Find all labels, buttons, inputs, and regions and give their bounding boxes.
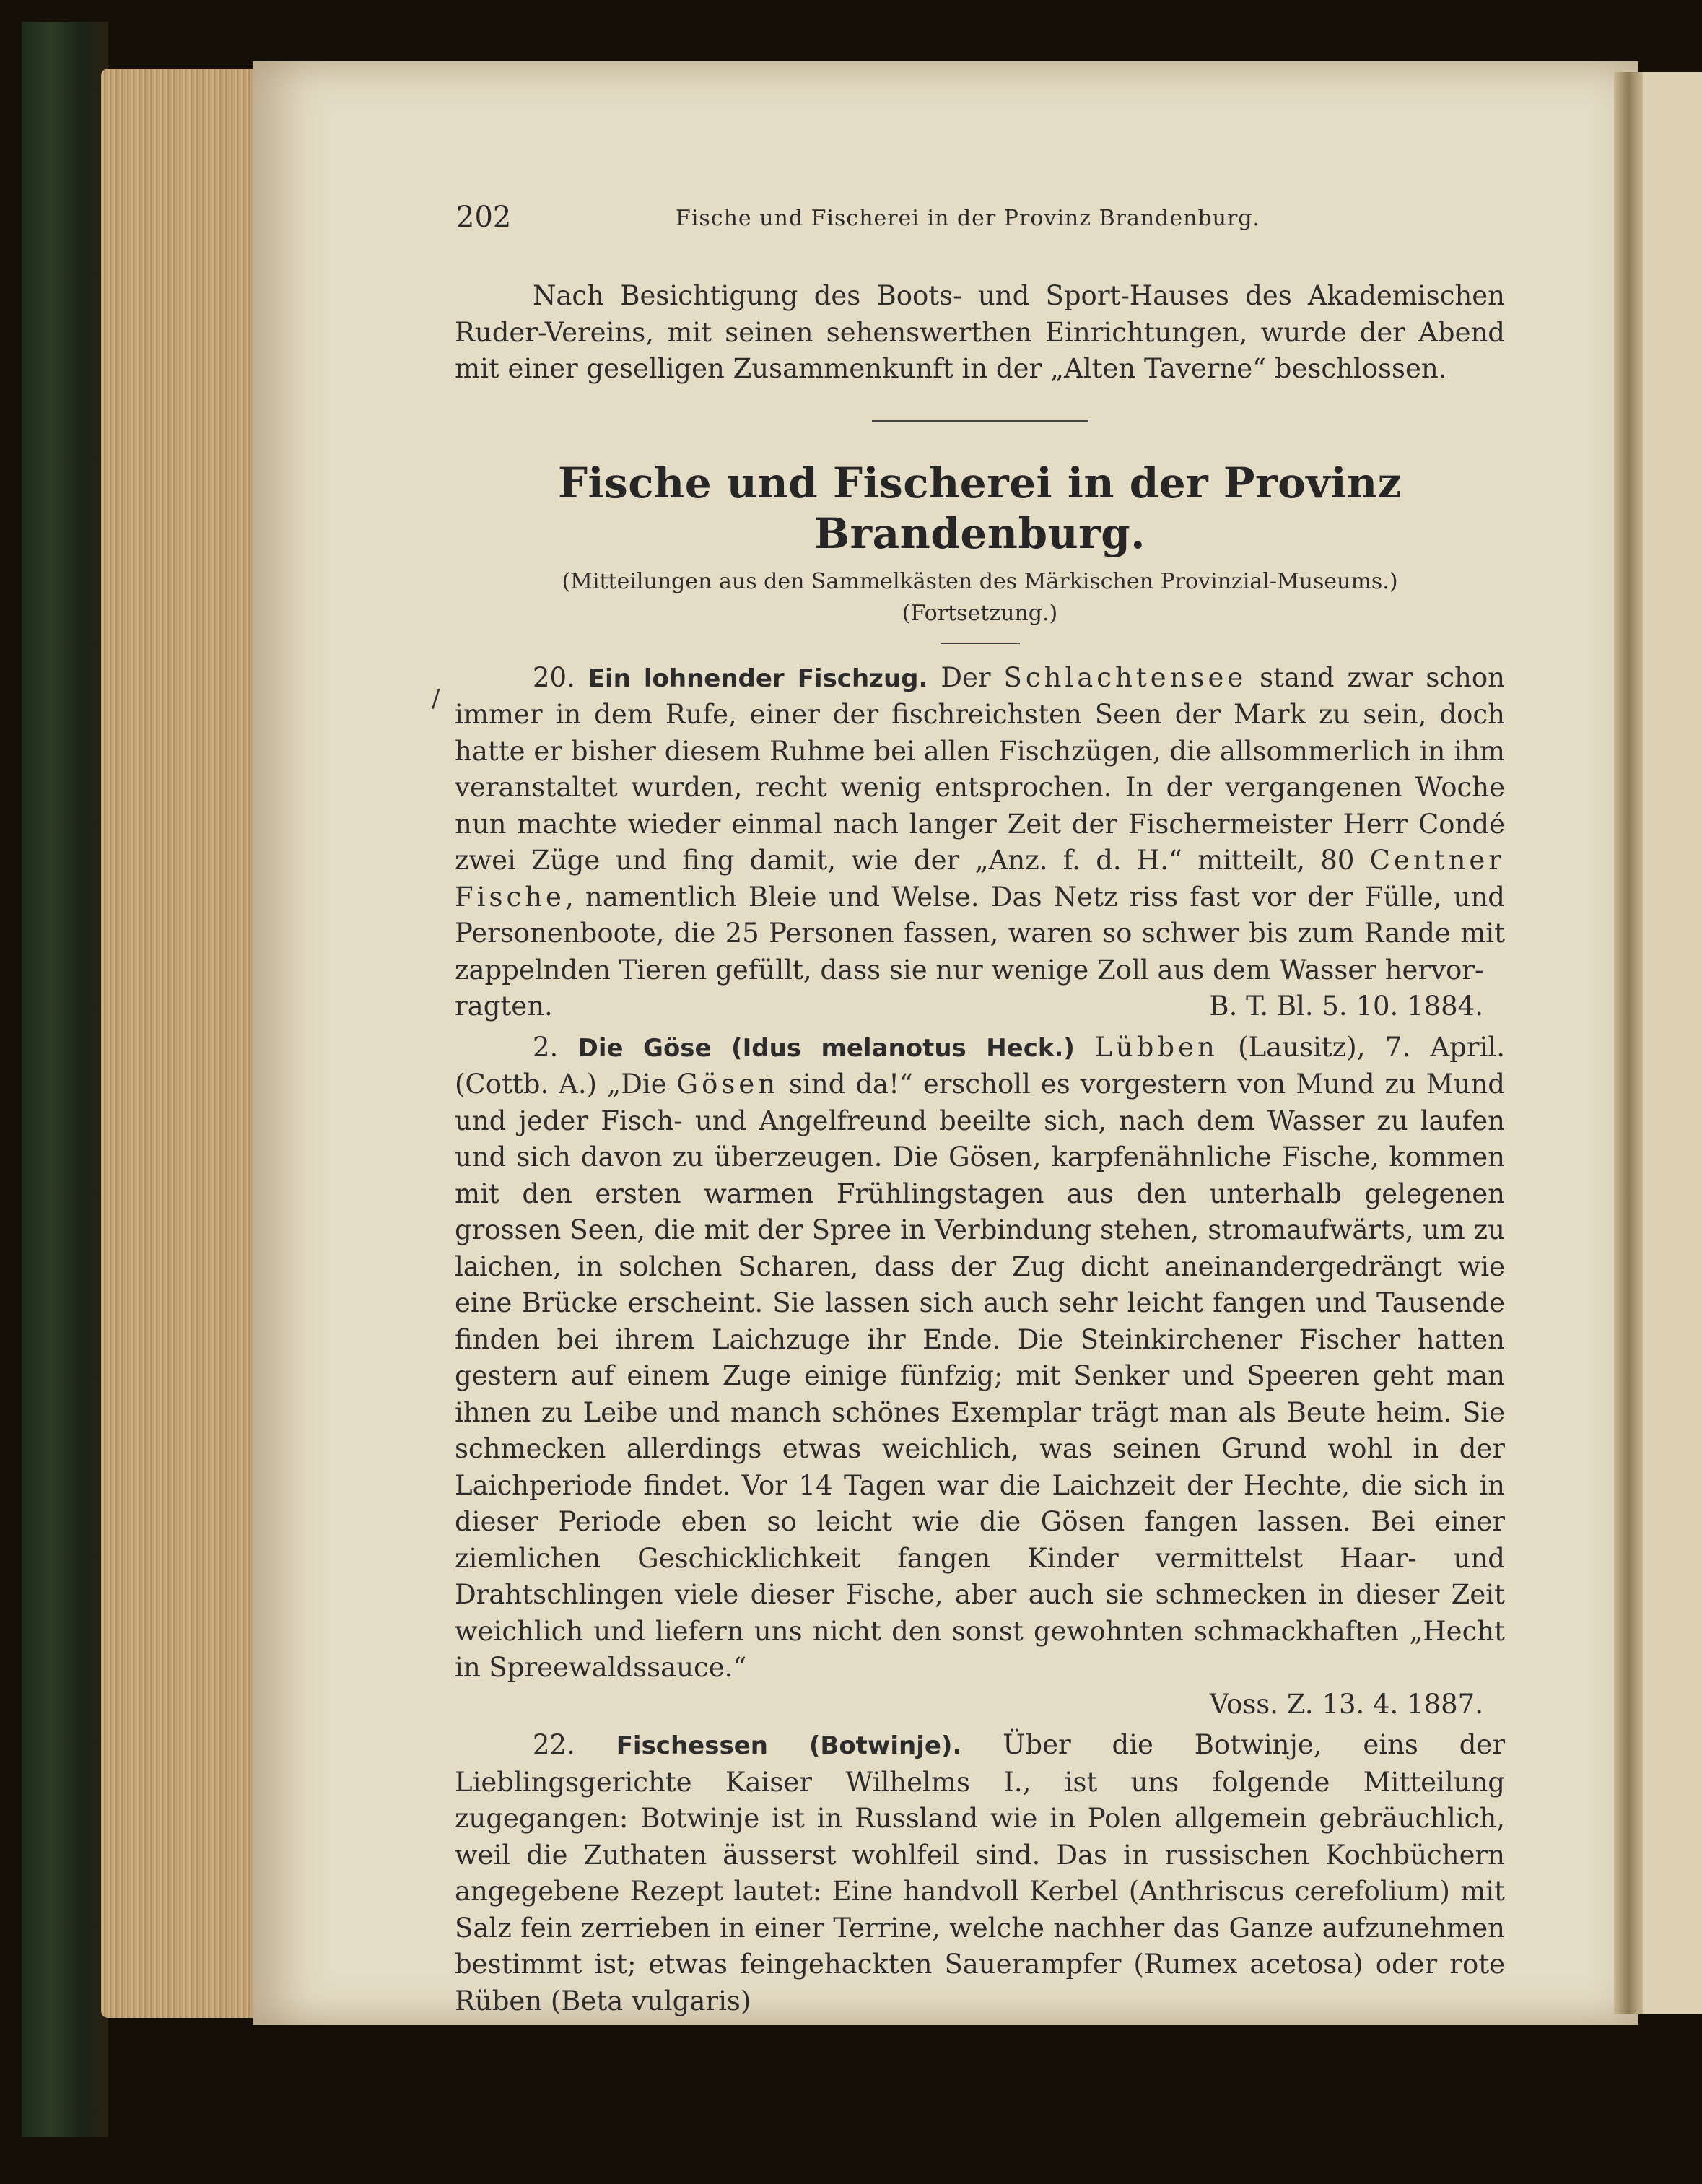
section-number: 2. [533,1031,559,1063]
section-22-paragraph: 22. Fischessen (Botwinje). Über die Botwinje, eins der Lieblingsgerichte Kaiser Wilhelms I., ist uns folgende Mitteilung zugegangen: Botwinje ist in Russland wie in Polen allgemein gebräuchlich, weil die Zuthaten äusserst wohlfeil sind. Das in russischen Kochbüchern angegebene Rezept lautet: Eine handvoll Kerbel (Anthriscus cerefolium) mit Salz fein zerrieben in einer Terrine, welche nachher das Ganze aufzunehmen bestimmt ist; etwas feingehackten Sauerampfer (Rumex acetosa) oder rote Rüben (Beta vulgaris) [455,1729,1506,2016]
margin-pencil-mark: / [432,684,440,713]
section-number: 22. [533,1729,575,1760]
source-citation: B. T. Bl. 5. 10. 1884. [1209,991,1483,1022]
page-gutter [1614,72,1643,2014]
spaced-place-name: Schlachtensee [1003,661,1247,693]
section-heading: Fischessen (Botwinje). [616,1731,962,1760]
section-20-paragraph: 20. Ein lohnender Fischzug. Der Schlachtensee stand zwar schon immer in dem Rufe, einer der fischreichsten Seen der Mark zu sein, doch hatte er bisher diesem Ruhme bei allen Fischzügen, die allsommerlich in ihm veranstaltet wurden, recht wenig entsprochen. In der vergangenen Woche nun machte wieder einmal nach langer Zeit der Fischermeister Herr Condé zwei Züge und fing damit, wie der „Anz. f. d. H.“ mitteilt, 80 Centner Fische, namentlich Bleie und Welse. Das Netz riss fast vor der Fülle, und Personenboote, die 25 Personen fassen, waren so schwer bis zum Rande mit zappelnden Tieren gefüllt, dass sie nur wenige Zoll aus dem Wasser hervor- [455,661,1505,986]
section-20-closing: ragten. B. T. Bl. 5. 10. 1884. [455,988,1505,1025]
article-subtitle: (Mitteilungen aus den Sammelkästen des Märkischen Provinzial-Museums.) [562,568,1398,594]
source-citation: Voss. Z. 13. 4. 1887. [1209,1688,1483,1720]
section-heading: Ein lohnender Fischzug. [588,664,928,693]
spaced-emphasis: Gösen [676,1069,780,1100]
article-continuation: (Fortsetzung.) [902,600,1058,626]
page-body [455,278,1505,2019]
section-divider [872,420,1088,422]
article-title: Fische und Fischerei in der Provinz Brandenburg. [557,458,1402,558]
running-head: Fische und Fischerei in der Provinz Brandenburg. [676,206,1261,231]
spaced-place-name: Lübben [1094,1031,1218,1063]
section-heading: Die Göse (Idus melanotus Heck.) [577,1033,1075,1063]
page-number: 202 [456,201,512,234]
section-number: 20. [533,661,575,693]
spaced-emphasis: Centner Fische [455,845,1505,913]
title-divider [941,643,1020,644]
section-2-paragraph: 2. Die Göse (Idus melanotus Heck.) Lübben (Lausitz), 7. April. (Cottb. A.) „Die Gösen sind da!“ erscholl es vorgestern von Mund zu Mund und jeder Fisch- und Angelfreund beeilte sich, nach dem Wasser zu laufen und sich davon zu überzeugen. Die Gösen, karpfenähnliche Fische, kommen mit den ersten warmen Frühlingstagen aus den unterhalb gelegenen grossen Seen, die mit der Spree in Verbindung stehen, stromaufwärts, um zu laichen, in solchen Scharen, dass der Zug dicht aneinandergedrängt wie eine Brücke erscheint. Sie lassen sich auch sehr leicht fangen und Tausende finden bei ihrem Laichzuge ihr Ende. Die Steinkirchener Fischer hatten gestern auf einem Zuge einige fünfzig; mit Senker und Speeren geht man ihnen zu Leibe und manch schönes Exemplar trägt man als Beute heim. Sie schmecken allerdings etwas weichlich, was seinen Grund wohl in der Laichperiode findet. Vor 14 Tagen war die Laichzeit der Hechte, die sich in dieser Periode eben so leicht wie die Gösen fangen lassen. Bei einer ziemlichen Geschicklichkeit fangen Kinder vermittelst Haar- und Drahtschlingen viele dieser Fische, aber auch sie schmecken in dieser Zeit weichlich und liefern uns nicht den sonst gewohnten schmackhaften „Hecht in Spreewaldssauce.“ [455,1031,1505,1683]
book-cover-edge [22,22,108,2137]
intro-paragraph: Nach Besichtigung des Boots- und Sport-Hauses des Akademischen Ruder-Vereins, mit seinen sehenswerthen Einrichtungen, wurde der Abend mit einer geselligen Zusammenkunft in der „Alten Taverne“ beschlossen. [455,280,1505,384]
